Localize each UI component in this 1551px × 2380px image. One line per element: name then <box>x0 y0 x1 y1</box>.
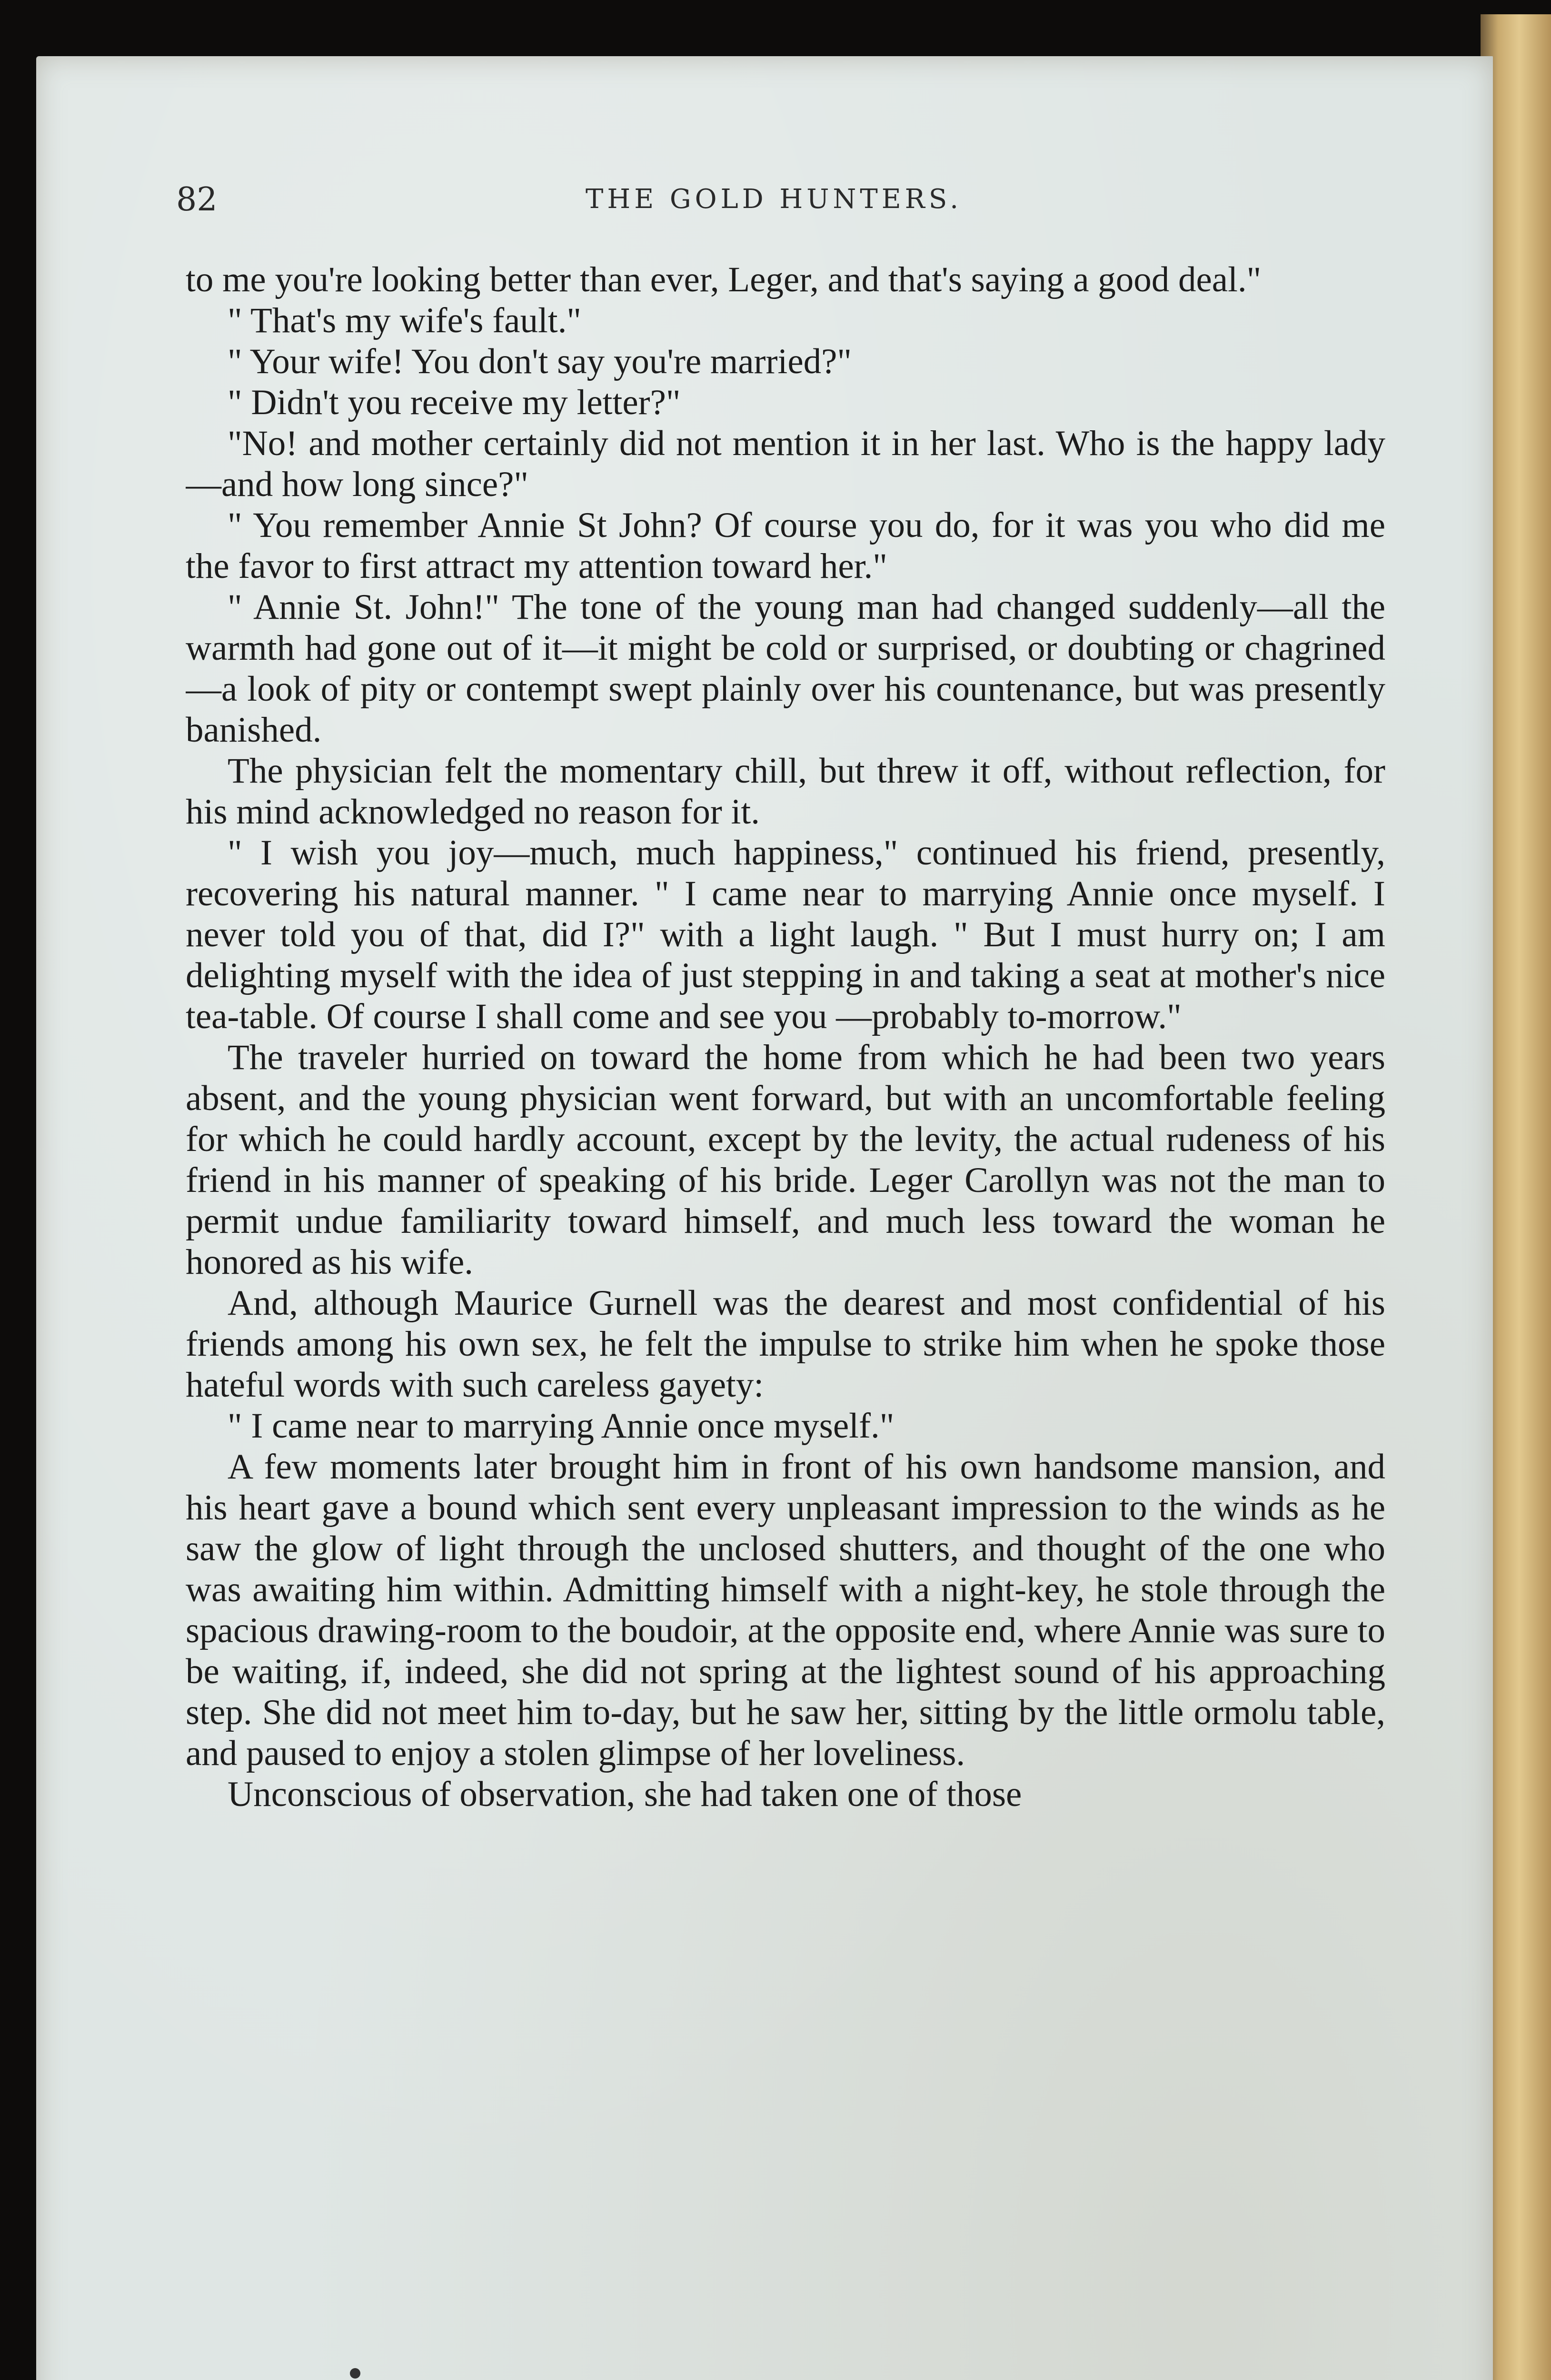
paragraph: "No! and mother certainly did not mention it in her last. Who is the happy lady—and how long since?" <box>186 424 1385 504</box>
paragraph: And, although Maurice Gurnell was the dearest and most confidential of his friends among his own sex, he felt the impulse to strike him when he spoke those hateful words with such careless gayety: <box>186 1283 1385 1405</box>
paragraph: " Didn't you receive my letter?" <box>228 383 681 422</box>
paragraph: The traveler hurried on toward the home from which he had been two years absent, and the young physician went forward, but with an uncomfortable feeling for which he could hardly account, except by the levity, the actual rudeness of his friend in his manner of speaking of his bride. Leger Carollyn was not the man to permit undue familiarity toward himself, and much less toward the woman he honored as his wife. <box>186 1038 1385 1282</box>
running-title: THE GOLD HUNTERS. <box>586 184 962 215</box>
paragraph: " Annie St. John!" The tone of the young man had changed suddenly—all the warmth had gone out of it—it might be cold or surprised, or doubting or chagrined—a look of pity or contempt swept plainly over his countenance, but was presently banished. <box>186 587 1385 750</box>
page-number: 82 <box>176 181 218 218</box>
ink-dot <box>350 2368 360 2379</box>
paragraph: " You remember Annie St John? Of course you do, for it was you who did me the favor to first attract my attention toward her." <box>186 506 1385 586</box>
running-head <box>176 181 1390 219</box>
paragraph: A few moments later brought him in front of his own handsome mansion, and his heart gave a bound which sent every unpleasant impression to the winds as he saw the glow of light through the unclosed shutters, and thought of the one who was awaiting him within. Admitting himself with a night-key, he stole through the spacious drawing-room to the boudoir, at the opposite end, where Annie was sure to be waiting, if, indeed, she did not spring at the lightest sound of his approaching step. She did not meet him to-day, but he saw her, sitting by the little ormolu table, and paused to enjoy a stolen glimpse of her loveliness. <box>186 1447 1385 1773</box>
paragraph: " I wish you joy—much, much happiness," continued his friend, presently, recovering his natural manner. " I came near to marrying Annie once myself. I never told you of that, did I?" with a light laugh. " But I must hurry on; I am delighting myself with the idea of just stepping in and taking a seat at mother's nice tea-table. Of course I shall come and see you —probably to-morrow." <box>186 833 1385 1036</box>
paragraph: " Your wife! You don't say you're married?" <box>228 342 852 381</box>
paragraph: to me you're looking better than ever, Leger, and that's saying a good deal." <box>186 260 1262 299</box>
paragraph: " I came near to marrying Annie once myself." <box>228 1406 895 1446</box>
body-text <box>186 259 1385 2301</box>
paragraph: " That's my wife's fault." <box>228 301 582 340</box>
paragraph: Unconscious of observation, she had taken one of those <box>228 1775 1022 1814</box>
paragraph: The physician felt the momentary chill, but threw it off, without reflection, for his mind acknowledged no reason for it. <box>186 751 1385 832</box>
